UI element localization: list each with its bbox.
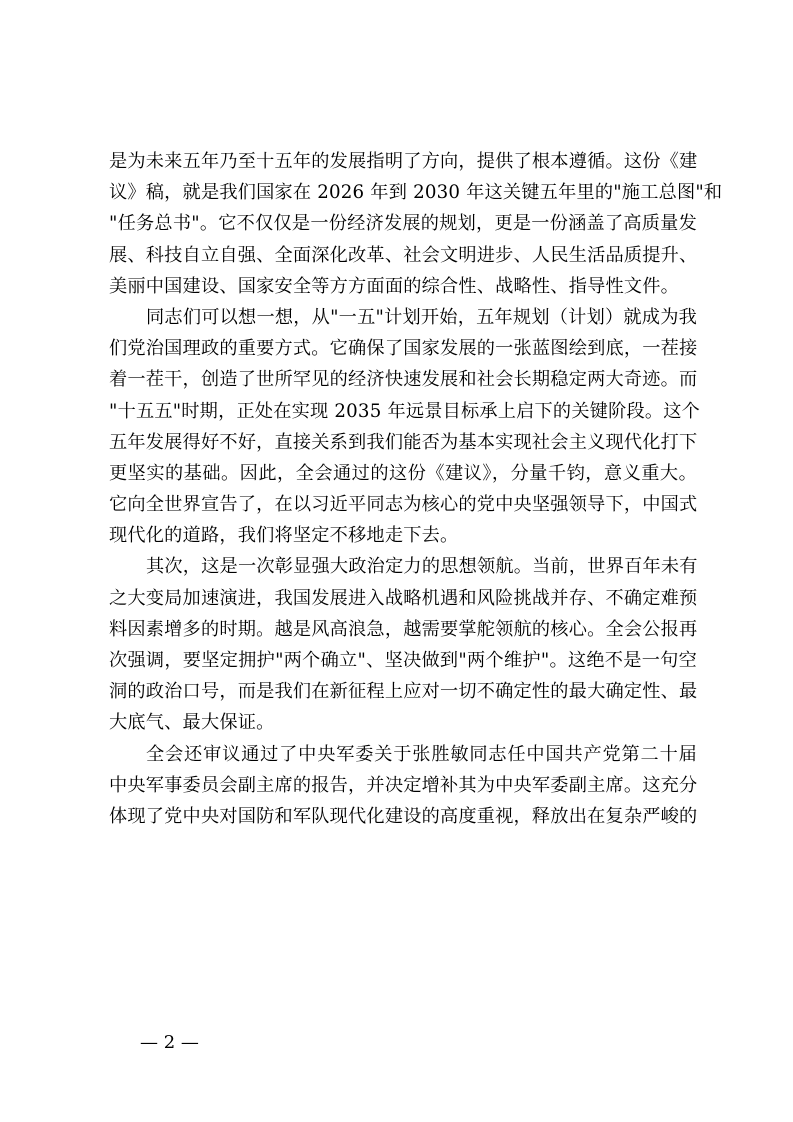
paragraph-1-line-5: 美丽中国建设、国家安全等方方面面的综合性、战略性、指导性文件。 bbox=[109, 275, 680, 297]
paragraph-3-line-2: 之大变局加速演进，我国发展进入战略机遇和风险挑战并存、不确定难预 bbox=[109, 587, 698, 609]
paragraph-2-line-1: 同志们可以想一想，从"一五"计划开始，五年规划（计划）就成为我 bbox=[146, 306, 697, 328]
paragraph-4-line-3: 体现了党中央对国防和军队现代化建设的高度重视，释放出在复杂严峻的 bbox=[109, 805, 698, 827]
paragraph-4-line-2: 中央军事委员会副主席的报告，并决定增补其为中央军委副主席。这充分 bbox=[109, 774, 698, 796]
paragraph-2-line-8: 现代化的道路，我们将坚定不移地走下去。 bbox=[109, 525, 459, 547]
paragraph-3-line-5: 洞的政治口号，而是我们在新征程上应对一切不确定性的最大确定性、最 bbox=[109, 681, 698, 703]
paragraph-2-line-7: 它向全世界宣告了，在以习近平同志为核心的党中央坚强领导下，中国式 bbox=[109, 494, 698, 516]
paragraph-4-line-1: 全会还审议通过了中央军委关于张胜敏同志任中国共产党第二十届 bbox=[146, 743, 697, 765]
paragraph-3-line-1: 其次，这是一次彰显强大政治定力的思想领航。当前，世界百年未有 bbox=[146, 556, 698, 578]
paragraph-3-line-6: 大底气、最大保证。 bbox=[109, 712, 275, 734]
paragraph-1-line-2: 议》稿，就是我们国家在 2026 年到 2030 年这关键五年里的"施工总图"和 bbox=[109, 182, 723, 204]
body-text bbox=[109, 146, 723, 832]
paragraph-2-line-6: 更坚实的基础。因此，全会通过的这份《建议》，分量千钧，意义重大。 bbox=[109, 462, 697, 484]
page-number: — 2 — bbox=[140, 1032, 199, 1053]
paragraph-1-line-3: "任务总书"。它不仅仅是一份经济发展的规划，更是一份涵盖了高质量发 bbox=[109, 213, 697, 235]
paragraph-1-line-1: 是为未来五年乃至十五年的发展指明了方向，提供了根本遵循。这份《建 bbox=[109, 151, 698, 172]
paragraph-2-line-2: 们党治国理政的重要方式。它确保了国家发展的一张蓝图绘到底，一茬接 bbox=[109, 338, 698, 360]
paragraph-3-line-3: 料因素增多的时期。越是风高浪急，越需要掌舵领航的核心。全会公报再 bbox=[109, 618, 698, 640]
paragraph-1-line-4: 展、科技自立自强、全面深化改革、社会文明进步、人民生活品质提升、 bbox=[109, 244, 698, 266]
paragraph-2-line-4: "十五五"时期，正处在实现 2035 年远景目标承上启下的关键阶段。这个 bbox=[109, 400, 701, 422]
paragraph-2-line-3: 着一茬干，创造了世所罕见的经济快速发展和社会长期稳定两大奇迹。而 bbox=[109, 369, 698, 391]
paragraph-3-line-4: 次强调，要坚定拥护"两个确立"、坚决做到"两个维护"。这绝不是一句空 bbox=[109, 650, 697, 671]
paragraph-2-line-5: 五年发展得好不好，直接关系到我们能否为基本实现社会主义现代化打下 bbox=[109, 431, 698, 453]
